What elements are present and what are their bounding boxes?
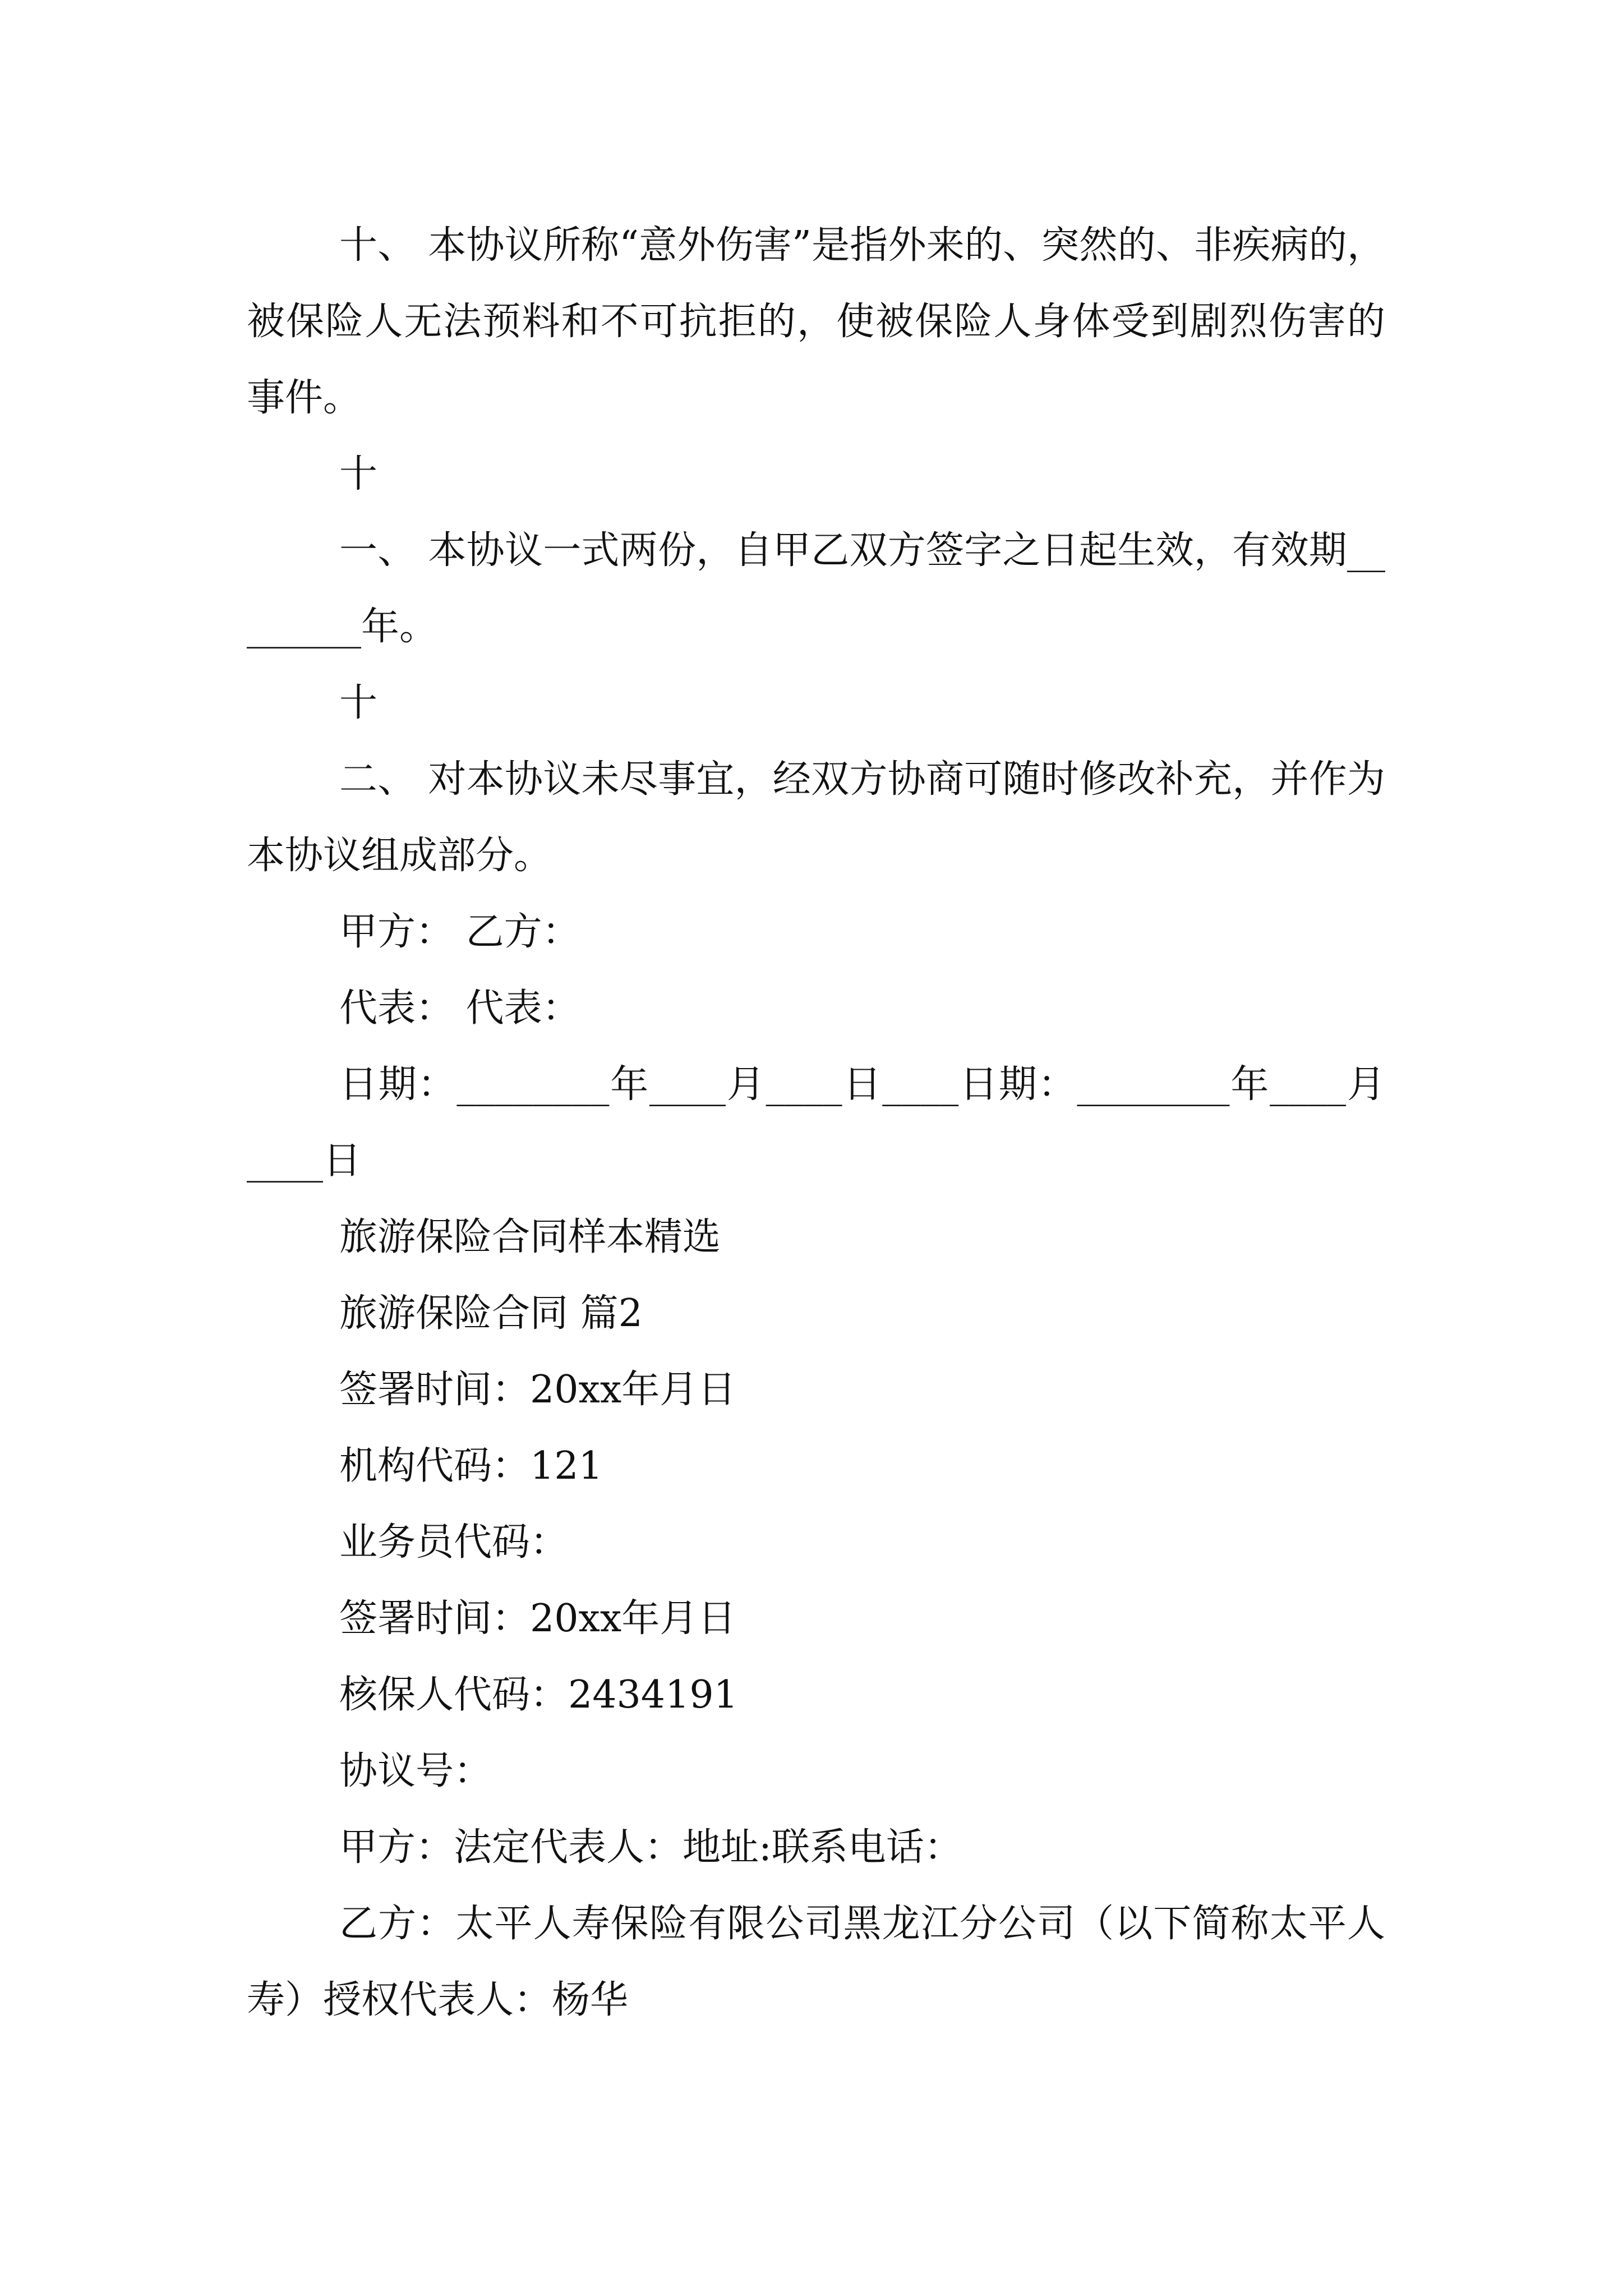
- clause-12-number: 十: [339, 681, 378, 725]
- salesperson-code: 业务员代码：: [339, 1520, 569, 1565]
- document-body: [247, 208, 1385, 2039]
- party-b-info: 乙方：太平人寿保险有限公司黑龙江分公司（以下简称太平人寿）授权代表人：杨华: [247, 1902, 1385, 2022]
- agreement-number: 协议号：: [339, 1749, 492, 1793]
- clause-10: 十、 本协议所称“意外伤害”是指外来的、突然的、非疾病的，被保险人无法预料和不可抗拒的，使被保险人身体受到剧烈伤害的事件。: [247, 223, 1385, 420]
- party-line: 甲方： 乙方：: [339, 910, 580, 954]
- representative-line: 代表： 代表：: [339, 986, 580, 1030]
- institution-code: 机构代码：121: [339, 1444, 603, 1488]
- clause-11-number: 十: [339, 452, 378, 496]
- contract-heading: 旅游保险合同 篇2: [339, 1291, 643, 1336]
- signing-time: 签署时间：20xx年月日: [339, 1368, 736, 1412]
- underwriter-code: 核保人代码：2434191: [339, 1673, 738, 1717]
- signing-time-2: 签署时间：20xx年月日: [339, 1596, 736, 1641]
- clause-12: 二、 对本协议未尽事宜，经双方协商可随时修改补充，并作为本协议组成部分。: [247, 757, 1385, 878]
- section-title: 旅游保险合同样本精选: [339, 1215, 721, 1259]
- clause-11: 一、 本协议一式两份，自甲乙双方签字之日起生效，有效期________年。: [247, 528, 1385, 649]
- date-line: 日期：________年____月____日____日期：________年____月____日: [247, 1062, 1385, 1183]
- party-a-info: 甲方：法定代表人：地址:联系电话：: [339, 1825, 962, 1870]
